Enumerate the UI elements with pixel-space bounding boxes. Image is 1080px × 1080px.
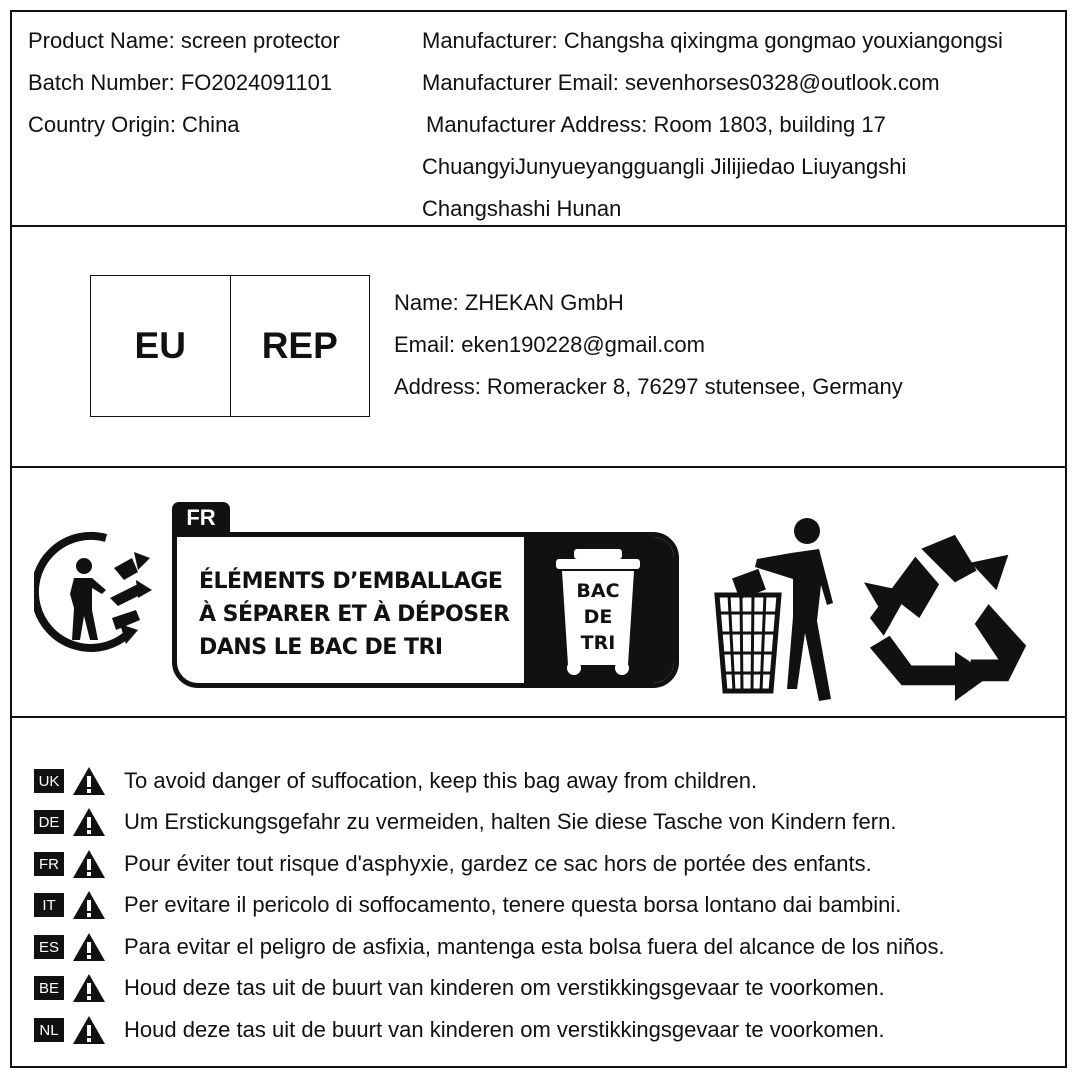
recycle-icon: [860, 526, 1038, 706]
rep-label: REP: [230, 276, 370, 416]
warning-text: To avoid danger of suffocation, keep this bag away from children.: [124, 768, 758, 793]
country-code-badge: DE: [34, 810, 64, 834]
eu-label: EU: [134, 325, 186, 366]
sorting-bin-icon: [552, 547, 644, 677]
country-code-badge: IT: [34, 893, 64, 917]
warning-triangle-icon: [72, 849, 106, 879]
warning-text: Per evitare il pericolo di soffocamento, tenere questa borsa lontano dai bambini.: [124, 892, 902, 917]
triman-icon: [34, 528, 162, 656]
bin-panel: [524, 537, 674, 683]
country-code-badge: NL: [34, 1018, 64, 1042]
country-code-badge: FR: [34, 852, 64, 876]
manufacturer-address-line-2: ChuangyiJunyueyangguangli Jilijiedao Liuyangshi: [422, 154, 907, 179]
triman-info-box: [172, 532, 679, 688]
warning-triangle-icon: [72, 766, 106, 796]
manufacturer-name: Manufacturer: Changsha qixingma gongmao youxiangongsi: [422, 28, 1003, 53]
bin-text-de: DE: [583, 606, 613, 628]
manufacturer-address-line-3: Changshashi Hunan: [422, 196, 622, 221]
eu-rep-section: [12, 227, 1065, 468]
sorting-line-3: DANS LE BAC DE TRI: [199, 635, 443, 660]
warning-triangle-icon: [72, 890, 106, 920]
manufacturer-address-line-1: Manufacturer Address: Room 1803, building 17: [426, 112, 886, 137]
manufacturer-email: Manufacturer Email: sevenhorses0328@outlook.com: [422, 70, 940, 95]
eu-rep-box: [90, 275, 370, 417]
warning-triangle-icon: [72, 932, 106, 962]
product-name: Product Name: screen protector: [28, 28, 340, 53]
eu-rep-address: Address: Romeracker 8, 76297 stutensee, Germany: [394, 374, 903, 399]
warning-row-be: [34, 973, 885, 1003]
warning-text: Pour éviter tout risque d'asphyxie, gardez ce sac hors de portée des enfants.: [124, 851, 872, 876]
country-code-badge: UK: [34, 769, 64, 793]
warning-row-de: [34, 807, 896, 837]
eu-rep-email: Email: eken190228@gmail.com: [394, 332, 705, 357]
tidyman-icon: [707, 513, 857, 703]
warning-text: Houd deze tas uit de buurt van kinderen om verstikkingsgevaar te voorkomen.: [124, 1017, 885, 1042]
bin-text-bac: BAC: [576, 580, 620, 602]
warning-text: Houd deze tas uit de buurt van kinderen om verstikkingsgevaar te voorkomen.: [124, 975, 885, 1000]
warnings-section: [12, 718, 1065, 1068]
manufacturer-section: [12, 12, 1065, 227]
sorting-line-2: À SÉPARER ET À DÉPOSER: [199, 602, 510, 627]
product-label-sheet: [10, 10, 1067, 1068]
batch-number: Batch Number: FO2024091101: [28, 70, 333, 95]
warning-triangle-icon: [72, 973, 106, 1003]
country-code-badge: ES: [34, 935, 64, 959]
country-origin: Country Origin: China: [28, 112, 240, 137]
sorting-line-1: ÉLÉMENTS D’EMBALLAGE: [199, 569, 503, 594]
warning-row-fr: [34, 849, 872, 879]
fr-country-tab: FR: [172, 502, 230, 534]
recycling-section: [12, 468, 1065, 718]
country-code-badge: BE: [34, 976, 64, 1000]
warning-row-nl: [34, 1015, 885, 1045]
warning-row-uk: [34, 766, 757, 796]
warning-text: Para evitar el peligro de asfixia, mantenga esta bolsa fuera del alcance de los niños.: [124, 934, 945, 959]
sorting-instructions: [199, 565, 510, 664]
eu-rep-name: Name: ZHEKAN GmbH: [394, 290, 624, 315]
warning-text: Um Erstickungsgefahr zu vermeiden, halten Sie diese Tasche von Kindern fern.: [124, 809, 897, 834]
warning-triangle-icon: [72, 1015, 106, 1045]
bin-text-tri: TRI: [580, 632, 616, 654]
warning-row-es: [34, 932, 945, 962]
warning-triangle-icon: [72, 807, 106, 837]
warning-row-it: [34, 890, 901, 920]
